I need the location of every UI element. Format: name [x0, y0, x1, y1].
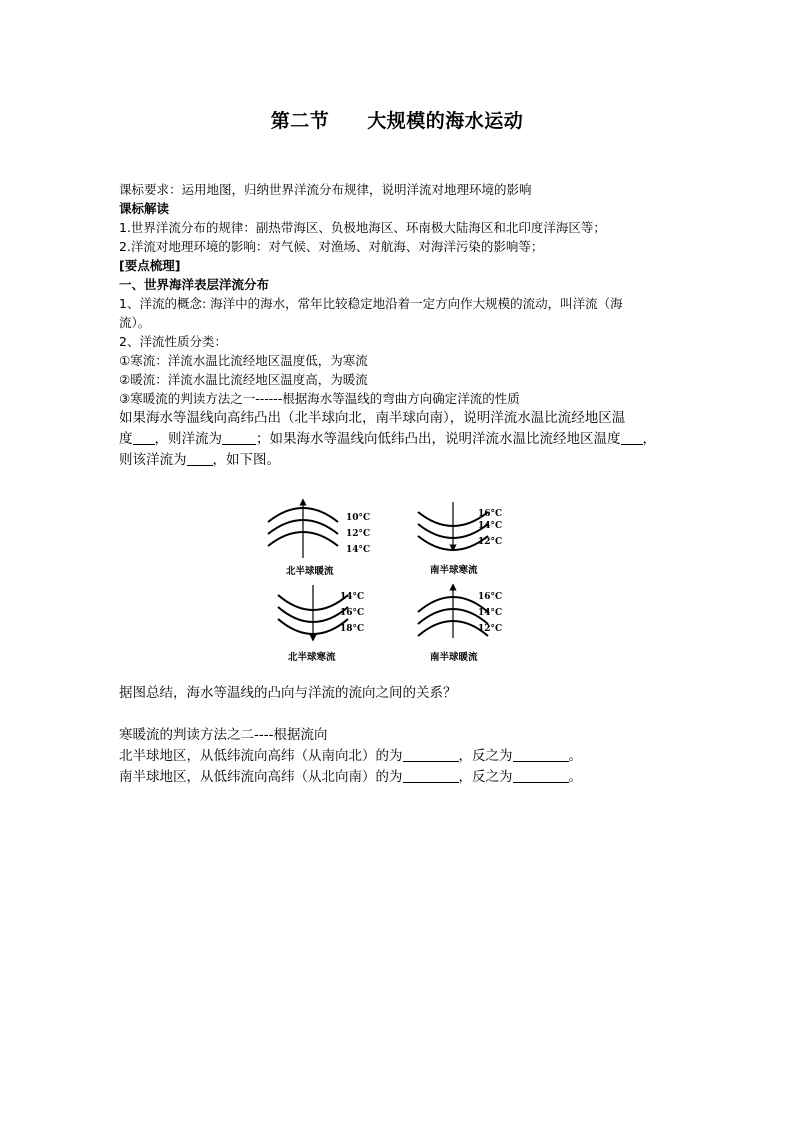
isotherm-label: 12°C: [478, 624, 503, 634]
section-number: 第二节: [270, 110, 330, 132]
south-hemisphere-question: 南半球地区，从低纬流向高纬（从北向南）的为 ，反之为 。: [119, 769, 582, 785]
section-1-heading: 一、世界海洋表层洋流分布: [119, 277, 270, 292]
isotherm-label: 12°C: [346, 529, 371, 539]
method-1-heading: ③寒暖流的判读方法之一------根据海水等温线的弯曲方向确定洋流的性质: [119, 391, 520, 406]
isotherm-label: 16°C: [340, 608, 365, 618]
isotherm-label: 14°C: [478, 608, 503, 618]
definition-line-2: 流）。: [119, 315, 151, 330]
cold-current-def: ①寒流：洋流水温比流经地区温度低，为寒流: [119, 353, 368, 368]
question-line-3: 则该洋流为 ，如下图。: [119, 452, 280, 468]
definition-line-1: 1、洋流的概念: 海洋中的海水，常年比较稳定地沿着一定方向作大规模的流动，叫洋流（海: [119, 296, 623, 311]
diagram-caption: 南半球暖流: [430, 652, 478, 663]
isotherm-diagrams: [258, 500, 508, 665]
isotherm-label: 14°C: [340, 592, 365, 602]
standard-requirement: 课标要求：运用地图，归纳世界洋流分布规律，说明洋流对地理环境的影响: [119, 182, 532, 197]
standard-item-1: 1.世界洋流分布的规律：副热带海区、负极地海区、环南极大陆海区和北印度洋海区等；: [119, 220, 606, 235]
method-2-heading: 寒暖流的判读方法之二----根据流向: [119, 727, 328, 743]
standard-item-2: 2.洋流对地理环境的影响：对气候、对渔场、对航海、对海洋污染的影响等；: [119, 239, 544, 254]
isotherm-label: 12°C: [478, 537, 503, 547]
standard-interpretation-heading: 课标解读: [119, 201, 170, 216]
classification-heading: 2、洋流性质分类：: [119, 334, 227, 349]
question-line-2: 度 ，则洋流为 ；如果海水等温线向低纬凸出，说明洋流水温比流经地区温度 ，: [119, 431, 656, 447]
answer-blank[interactable]: [133, 430, 155, 445]
north-hemisphere-question: 北半球地区，从低纬流向高纬（从南向北）的为 ，反之为 。: [119, 748, 582, 764]
isotherm-label: 14°C: [346, 545, 371, 555]
summary-question: 据图总结，海水等温线的凸向与洋流的流向之间的关系？: [119, 685, 457, 701]
diagram-caption: 北半球暖流: [286, 566, 334, 577]
main-content: [119, 180, 684, 471]
isotherm-label: 14°C: [478, 521, 503, 531]
isotherm-label: 18°C: [340, 624, 365, 634]
page-title: [0, 106, 794, 133]
answer-blank[interactable]: [513, 747, 569, 762]
question-line-1: 如果海水等温线向高纬凸出（北半球向北，南半球向南），说明洋流水温比流经地区温: [119, 410, 626, 426]
diagram-caption: 北半球寒流: [288, 652, 336, 663]
warm-current-def: ②暖流：洋流水温比流经地区温度高，为暖流: [119, 372, 368, 387]
diagram-north-warm: [268, 502, 338, 558]
isotherm-label: 10°C: [346, 513, 371, 523]
diagram-north-cold: [278, 585, 348, 638]
answer-blank[interactable]: [621, 430, 643, 445]
diagram-caption: 南半球寒流: [430, 565, 478, 576]
isotherm-label: 16°C: [478, 509, 503, 519]
answer-blank[interactable]: [403, 768, 459, 783]
section-title: 大规模的海水运动: [367, 110, 524, 132]
isotherm-label: 16°C: [478, 592, 503, 602]
answer-blank[interactable]: [187, 451, 213, 466]
answer-blank[interactable]: [222, 430, 256, 445]
answer-blank[interactable]: [513, 768, 569, 783]
answer-blank[interactable]: [403, 747, 459, 762]
key-points-heading: [要点梳理]: [119, 258, 181, 273]
